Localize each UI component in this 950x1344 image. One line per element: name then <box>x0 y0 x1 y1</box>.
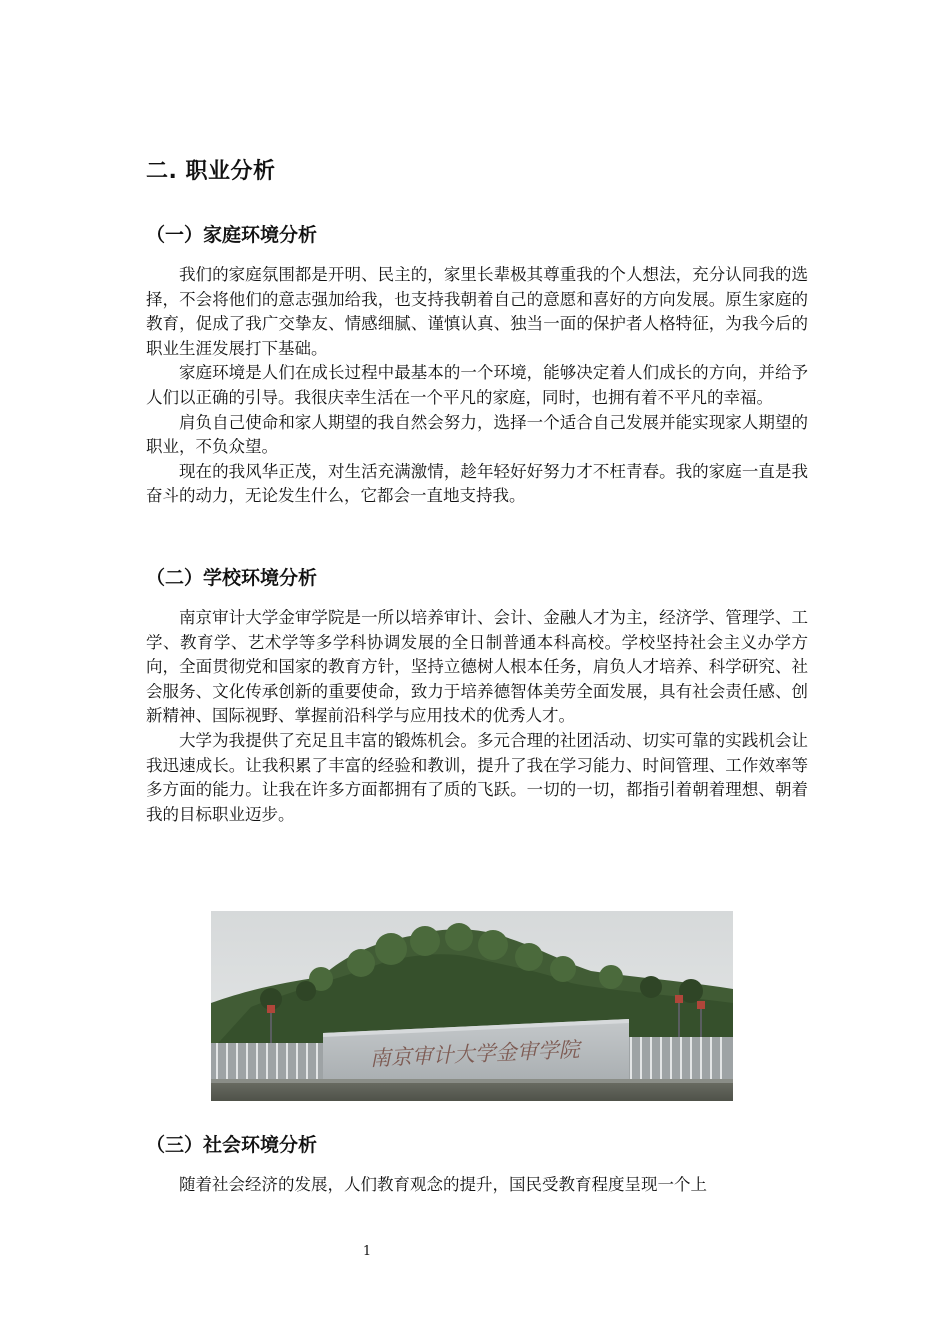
paragraph: 现在的我风华正茂，对生活充满激情，趁年轻好好努力才不枉青春。我的家庭一直是我奋斗的动力，无论发生什么，它都会一直地支持我。 <box>146 461 808 506</box>
campus-gate-photo <box>211 911 733 1101</box>
heading-family-environment: （一）家庭环境分析 <box>146 224 318 246</box>
campus-gate-illustration <box>211 911 733 1101</box>
paragraph: 大学为我提供了充足且丰富的锻炼机会。多元合理的社团活动、切实可靠的实践机会让我迅速成长。让我积累了丰富的经验和教训，提升了我在学习能力、时间管理、工作效率等多方面的能力。让我在许多方面都拥有了质的飞跃。一切的一切，都指引着朝着理想、朝着我的目标职业迈步。 <box>146 730 808 824</box>
heading-school-environment: （二）学校环境分析 <box>146 567 318 589</box>
heading-social-environment: （三）社会环境分析 <box>146 1134 318 1156</box>
paragraph: 家庭环境是人们在成长过程中最基本的一个环境，能够决定着人们成长的方向，并给予人们以正确的引导。我很庆幸生活在一个平凡的家庭，同时，也拥有着不平凡的幸福。 <box>146 363 808 407</box>
social-environment-text <box>146 1173 808 1198</box>
paragraph: 我们的家庭氛围都是开明、民主的，家里长辈极其尊重我的个人想法，充分认同我的选择，不会将他们的意志强加给我，也支持我朝着自己的意愿和喜好的方向发展。原生家庭的教育，促成了我广交挚友、情感细腻、谨慎认真、独当一面的保护者人格特征，为我今后的职业生涯发展打下基础。 <box>146 265 808 358</box>
paragraph: 随着社会经济的发展，人们教育观念的提升，国民受教育程度呈现一个上 <box>179 1175 707 1194</box>
page-number: 1 <box>362 1244 372 1259</box>
section-title: 二. 职业分析 <box>146 159 276 184</box>
family-environment-text <box>146 263 808 509</box>
paragraph: 肩负自己使命和家人期望的我自然会努力，选择一个适合自己发展并能实现家人期望的职业，不负众望。 <box>146 412 808 457</box>
gate-sign-text: 南京审计大学金审学院 <box>369 1037 581 1071</box>
paragraph: 南京审计大学金审学院是一所以培养审计、会计、金融人才为主，经济学、管理学、工学、教育学、艺术学等多学科协调发展的全日制普通本科高校。学校坚持社会主义办学方向，全面贯彻党和国家的教育方针，坚持立德树人根本任务，肩负人才培养、科学研究、社会服务、文化传承创新的重要使命，致力于培养德智体美劳全面发展，具有社会责任感、创新精神、国际视野、掌握前沿科学与应用技术的优秀人才。 <box>146 608 808 726</box>
school-environment-text <box>146 606 808 827</box>
